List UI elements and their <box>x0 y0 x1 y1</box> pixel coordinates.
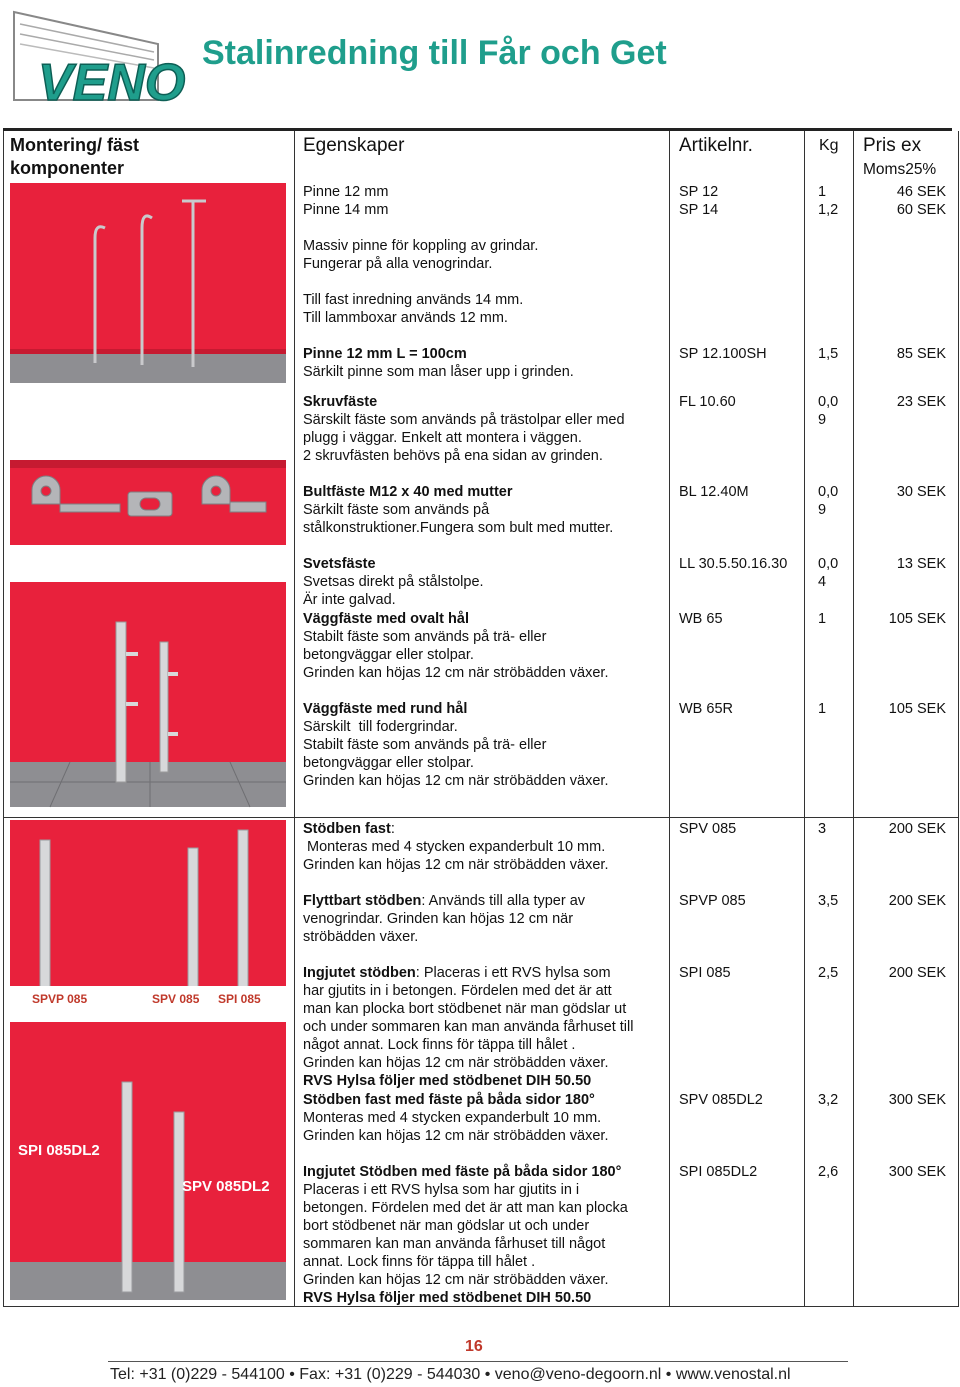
weight-kg: 3,2 <box>818 1092 839 1108</box>
row-line: Grinden kan höjas 12 cm när ströbädden växer. <box>303 773 609 789</box>
price: 60 SEK <box>896 202 946 218</box>
label-spv-085: SPV 085 <box>152 992 200 1006</box>
photo-screw-fittings <box>10 460 286 545</box>
price: 23 SEK <box>896 394 946 410</box>
weight-kg: 1 <box>818 184 827 200</box>
footer-contact: Tel: +31 (0)229 - 544100 • Fax: +31 (0)229 - 544030 • veno@veno-degoorn.nl • www.venostal.nl <box>110 1366 791 1383</box>
price: 105 SEK <box>888 611 946 627</box>
weight-kg: 1,5 <box>818 346 839 362</box>
article-number: SP 12 <box>679 184 719 200</box>
row-line: har gjutits in i betongen. Fördelen med det är att <box>303 983 612 999</box>
row-line: Pinne 12 mm <box>303 184 389 200</box>
row-line: betongen. Fördelen med det är att man kan plocka <box>303 1200 628 1216</box>
row-line: Är inte galvad. <box>303 592 396 608</box>
row-line: sommaren kan man använda fårhuset till något <box>303 1236 606 1252</box>
section-divider <box>3 817 959 818</box>
price: 46 SEK <box>896 184 946 200</box>
price: 200 SEK <box>888 821 946 837</box>
row-line: betongväggar eller stolpar. <box>303 647 474 663</box>
row-description <box>303 555 484 609</box>
row-line: betongväggar eller stolpar. <box>303 755 474 771</box>
footer-rule <box>108 1361 848 1362</box>
article-number: WB 65R <box>679 701 733 717</box>
row-line: Särskilt fäste som används på trästolpar eller med <box>303 412 625 428</box>
column-divider <box>853 131 854 1307</box>
row-line: Fungerar på alla venogrindar. <box>303 256 493 272</box>
article-number: SPI 085DL2 <box>679 1164 758 1180</box>
header-pris: Pris ex <box>863 135 922 156</box>
price: 13 SEK <box>896 556 946 572</box>
row-line: ströbädden växer. <box>303 929 419 945</box>
row-title: Bultfäste M12 x 40 med mutter <box>303 484 513 500</box>
price: 300 SEK <box>888 1164 946 1180</box>
row-description <box>303 820 608 874</box>
weight-kg: 4 <box>818 574 827 590</box>
row-description <box>303 700 608 790</box>
photo-wall-brackets <box>10 582 286 807</box>
row-title: Stödben fast med fäste på båda sidor 180° <box>303 1092 595 1108</box>
row-description <box>303 964 633 1090</box>
row-line: plugg i väggar. Enkelt att montera i väggen. <box>303 430 582 446</box>
label-spvp-085: SPVP 085 <box>32 992 88 1006</box>
row-title: Ingjutet stödben: Placeras i ett RVS hylsa som <box>303 965 611 981</box>
article-number: LL 30.5.50.16.30 <box>679 556 788 572</box>
weight-kg: 9 <box>818 502 827 518</box>
weight-kg: 3,5 <box>818 893 839 909</box>
photo-pins <box>10 183 286 383</box>
price: 105 SEK <box>888 701 946 717</box>
row-title: Väggfäste med rund hål <box>303 701 468 717</box>
price: 30 SEK <box>896 484 946 500</box>
row-line: stålkonstruktioner.Fungera som bult med mutter. <box>303 520 614 536</box>
row-line: Grinden kan höjas 12 cm när ströbädden växer. <box>303 1128 609 1144</box>
row-line: och under sommaren kan man använda fårhuset till <box>303 1019 634 1035</box>
weight-kg: 0,0 <box>818 484 839 500</box>
header-artikelnr: Artikelnr. <box>679 135 753 156</box>
row-line: bort stödbenet när man gödslar ut och under <box>303 1218 590 1234</box>
article-number: SPVP 085 <box>679 893 746 909</box>
column-divider <box>3 131 4 1307</box>
row-title: Stödben fast: <box>303 821 395 837</box>
row-line: något annat. Lock finns för täppa till hålet . <box>303 1037 576 1053</box>
row-note: RVS Hylsa följer med stödbenet DIH 50.50 <box>303 1290 592 1306</box>
logo-text: VENO <box>38 54 186 112</box>
row-title: Svetsfäste <box>303 556 376 572</box>
row-line: Särkilt fäste som används på <box>303 502 490 518</box>
label-spv-085dl2: SPV 085DL2 <box>182 1178 270 1195</box>
article-number: SPV 085DL2 <box>679 1092 763 1108</box>
row-title: Ingjutet Stödben med fäste på båda sidor 180° <box>303 1164 622 1180</box>
row-line: Svetsas direkt på stålstolpe. <box>303 574 484 590</box>
row-description <box>303 393 625 465</box>
weight-kg: 9 <box>818 412 827 428</box>
price: 85 SEK <box>896 346 946 362</box>
header-kg: Kg <box>819 137 839 154</box>
weight-kg: 0,0 <box>818 556 839 572</box>
label-spi-085dl2: SPI 085DL2 <box>18 1142 100 1159</box>
row-description <box>303 345 574 381</box>
row-title: Pinne 12 mm L = 100cm <box>303 346 467 362</box>
top-rule <box>3 128 952 131</box>
column-divider <box>804 131 805 1307</box>
row-line: man kan plocka bort stödbenet när man gödslar ut <box>303 1001 627 1017</box>
row-line: Pinne 14 mm <box>303 202 389 218</box>
row-line: Monteras med 4 stycken expanderbult 10 mm. <box>303 839 606 855</box>
article-number: SP 14 <box>679 202 719 218</box>
weight-kg: 0,0 <box>818 394 839 410</box>
weight-kg: 1 <box>818 701 827 717</box>
row-description <box>303 237 538 273</box>
header-egenskaper: Egenskaper <box>303 135 405 156</box>
weight-kg: 2,5 <box>818 965 839 981</box>
row-description <box>303 1163 628 1307</box>
row-description <box>303 483 613 537</box>
header-montering: Montering/ fäst komponenter <box>10 135 139 178</box>
row-line: Stabilt fäste som används på trä- eller <box>303 737 547 753</box>
row-description <box>303 183 388 219</box>
column-divider <box>958 131 959 1307</box>
price: 200 SEK <box>888 965 946 981</box>
weight-kg: 1 <box>818 611 827 627</box>
page-title: Stalinredning till Får och Get <box>202 34 667 72</box>
row-note: RVS Hylsa följer med stödbenet DIH 50.50 <box>303 1073 592 1089</box>
photo-double-support-legs <box>10 1022 286 1300</box>
row-line: Särkilt pinne som man låser upp i grinden. <box>303 364 574 380</box>
veno-logo <box>8 4 186 112</box>
photo-support-legs <box>10 820 286 1015</box>
article-number: BL 12.40M <box>679 484 749 500</box>
article-number: SPV 085 <box>679 821 737 837</box>
page-number: 16 <box>465 1338 483 1355</box>
row-line: Grinden kan höjas 12 cm när ströbädden växer. <box>303 665 609 681</box>
row-line: Grinden kan höjas 12 cm när ströbädden växer. <box>303 857 609 873</box>
price: 300 SEK <box>888 1092 946 1108</box>
row-title: Flyttbart stödben: Används till alla typer av <box>303 893 586 909</box>
weight-kg: 3 <box>818 821 827 837</box>
row-line: Stabilt fäste som används på trä- eller <box>303 629 547 645</box>
article-number: SPI 085 <box>679 965 731 981</box>
weight-kg: 1,2 <box>818 202 839 218</box>
article-number: WB 65 <box>679 611 723 627</box>
row-line: Placeras i ett RVS hylsa som har gjutits in i <box>303 1182 580 1198</box>
row-line: Särskilt till fodergrindar. <box>303 719 458 735</box>
row-description <box>303 1091 608 1145</box>
row-line: 2 skruvfästen behövs på ena sidan av grinden. <box>303 448 603 464</box>
row-line: Till lammboxar används 12 mm. <box>303 310 508 326</box>
column-divider <box>294 131 295 1307</box>
weight-kg: 2,6 <box>818 1164 839 1180</box>
row-line: Grinden kan höjas 12 cm när ströbädden växer. <box>303 1272 609 1288</box>
column-divider <box>669 131 670 1307</box>
row-description <box>303 892 585 946</box>
header-moms: Moms25% <box>863 161 937 178</box>
price: 200 SEK <box>888 893 946 909</box>
row-description <box>303 610 608 682</box>
row-line: annat. Lock finns för täppa till hålet . <box>303 1254 536 1270</box>
row-line: Massiv pinne för koppling av grindar. <box>303 238 539 254</box>
label-spi-085: SPI 085 <box>218 992 261 1006</box>
row-title: Väggfäste med ovalt hål <box>303 611 469 627</box>
row-line: Till fast inredning används 14 mm. <box>303 292 524 308</box>
row-line: Grinden kan höjas 12 cm när ströbädden växer. <box>303 1055 609 1071</box>
row-line: Monteras med 4 stycken expanderbult 10 mm. <box>303 1110 602 1126</box>
article-number: SP 12.100SH <box>679 346 767 362</box>
row-description <box>303 291 523 327</box>
row-line: venogrindar. Grinden kan höjas 12 cm när <box>303 911 574 927</box>
article-number: FL 10.60 <box>679 394 736 410</box>
row-title: Skruvfäste <box>303 394 378 410</box>
